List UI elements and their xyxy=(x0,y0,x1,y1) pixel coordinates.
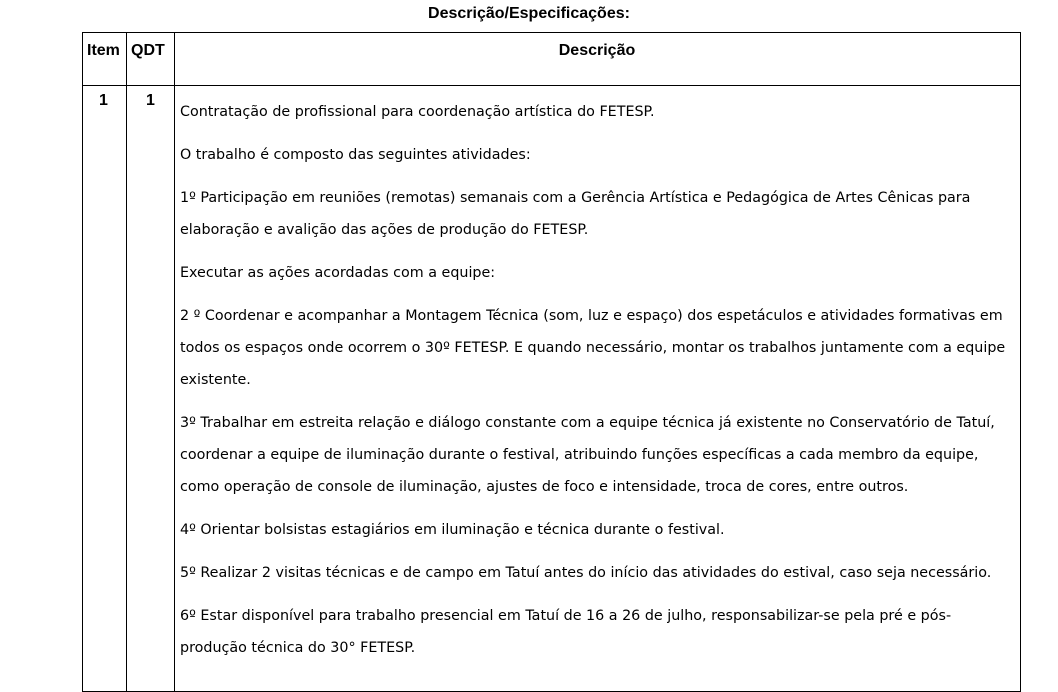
description-paragraph: Contratação de profissional para coordenação artística do FETESP. xyxy=(180,104,655,120)
description-paragraph: 1º Participação em reuniões (remotas) semanais com a Gerência Artística e Pedagógica de Artes Cênicas para elaboração e avalição das ações de produção do FETESP. xyxy=(180,190,971,238)
header-descricao: Descrição xyxy=(558,42,636,59)
header-qdt: QDT xyxy=(131,42,165,59)
description-paragraph: 6º Estar disponível para trabalho presencial em Tatuí de 16 a 26 de julho, responsabilizar-se pela pré e pós-produção técnica do 30° FETESP. xyxy=(180,608,952,656)
description-paragraph: O trabalho é composto das seguintes atividades: xyxy=(180,147,531,163)
row-quantity: 1 xyxy=(146,92,155,109)
column-divider xyxy=(174,33,175,691)
document-title: Descrição/Especificações: xyxy=(428,5,630,22)
column-divider xyxy=(126,33,127,691)
description-paragraph: 3º Trabalhar em estreita relação e diálogo constante com a equipe técnica já existente no Conservatório de Tatuí, coordenar a equipe de iluminação durante o festival, atribuindo funções específicas a cada membro da equipe, como operação de console de iluminação, ajustes de foco e intensidade, troca de cores, entre outros. xyxy=(180,415,995,495)
header-item: Item xyxy=(87,42,120,59)
description-paragraph: 2 º Coordenar e acompanhar a Montagem Técnica (som, luz e espaço) dos espetáculos e atividades formativas em todos os espaços onde ocorrem o 30º FETESP. E quando necessário, montar os trabalhos juntamente com a equipe existente. xyxy=(180,308,1006,388)
specifications-table xyxy=(82,32,1021,692)
header-divider xyxy=(83,85,1020,86)
description-paragraph: 5º Realizar 2 visitas técnicas e de campo em Tatuí antes do início das atividades do estival, caso seja necessário. xyxy=(180,565,992,581)
row-item-number: 1 xyxy=(99,92,108,109)
description-paragraph: Executar as ações acordadas com a equipe: xyxy=(180,265,496,281)
description-paragraph: 4º Orientar bolsistas estagiários em iluminação e técnica durante o festival. xyxy=(180,522,725,538)
description-cell xyxy=(180,96,1015,664)
